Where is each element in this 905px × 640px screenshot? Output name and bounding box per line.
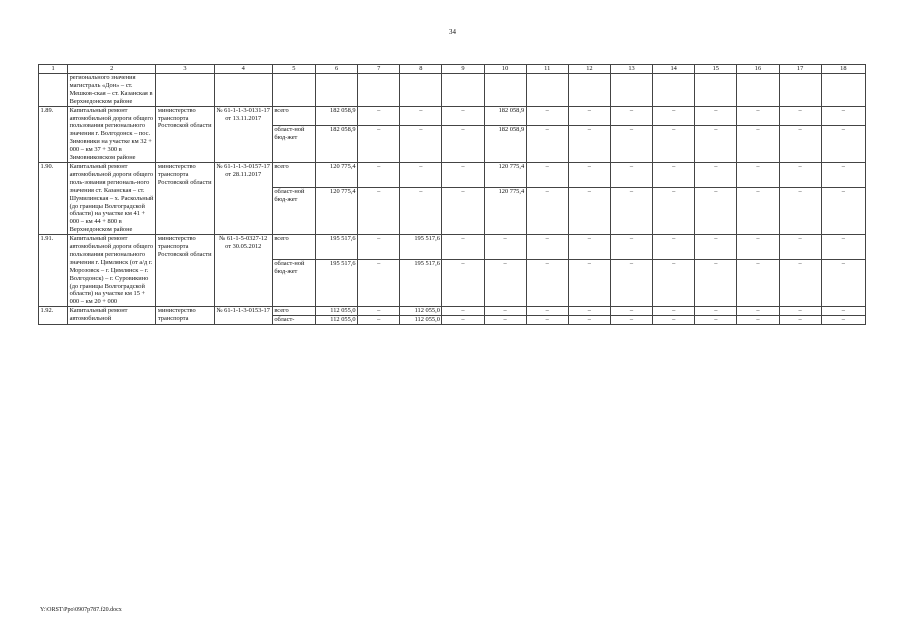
amount-cell: – <box>779 235 821 260</box>
amount-cell: 182 058,9 <box>315 106 357 126</box>
amount-cell: – <box>526 126 568 163</box>
expertise-document: № 61-1-1-3-0157-17 от 28.11.2017 <box>214 162 272 234</box>
empty-cell <box>315 74 357 107</box>
empty-cell <box>653 74 695 107</box>
amount-cell: – <box>737 162 779 187</box>
amount-cell: – <box>400 162 442 187</box>
amount-cell: – <box>442 316 484 325</box>
empty-cell <box>358 74 400 107</box>
amount-cell: – <box>653 316 695 325</box>
table-row <box>39 162 866 187</box>
responsible-organization: министерство транспорта <box>156 307 214 325</box>
amount-cell: – <box>442 260 484 307</box>
amount-cell: – <box>695 307 737 316</box>
column-number: 13 <box>610 65 652 74</box>
amount-cell: – <box>484 235 526 260</box>
amount-cell: – <box>653 307 695 316</box>
column-number-row <box>39 65 866 74</box>
project-name: Капитальный ремонт автомобильной дороги общего пользования регионального значения г. Волгодонск – пос. Зимовники на участке км 32 + 000 – км 37 + 300 в Зимовниковском районе <box>68 106 156 162</box>
amount-cell: – <box>568 307 610 316</box>
amount-cell: – <box>400 126 442 163</box>
amount-cell: – <box>568 162 610 187</box>
funding-source-label: всего <box>272 307 315 316</box>
amount-cell: – <box>821 126 865 163</box>
amount-cell: – <box>653 187 695 234</box>
amount-cell: – <box>737 260 779 307</box>
amount-cell: – <box>484 307 526 316</box>
column-number: 5 <box>272 65 315 74</box>
table-body <box>39 74 866 325</box>
empty-cell <box>272 74 315 107</box>
amount-cell: – <box>610 187 652 234</box>
column-number: 7 <box>358 65 400 74</box>
continuation-row <box>39 74 866 107</box>
expertise-document: № 61-1-5-0327-12 от 30.05.2012 <box>214 235 272 307</box>
amount-cell: 195 517,6 <box>400 260 442 307</box>
amount-cell: 112 055,0 <box>400 307 442 316</box>
amount-cell: 120 775,4 <box>315 187 357 234</box>
expertise-document: № 61-1-1-3-0153-17 <box>214 307 272 325</box>
column-number: 6 <box>315 65 357 74</box>
empty-cell <box>484 74 526 107</box>
amount-cell: – <box>358 187 400 234</box>
amount-cell: 112 055,0 <box>315 316 357 325</box>
amount-cell: – <box>737 235 779 260</box>
page-number: 34 <box>449 28 456 36</box>
amount-cell: – <box>653 235 695 260</box>
amount-cell: – <box>695 316 737 325</box>
amount-cell: – <box>695 187 737 234</box>
amount-cell: – <box>400 106 442 126</box>
program-table-wrap <box>38 64 866 606</box>
column-number: 4 <box>214 65 272 74</box>
responsible-organization: министерство транспорта Ростовской области <box>156 106 214 162</box>
amount-cell: – <box>526 316 568 325</box>
responsible-organization: министерство транспорта Ростовской области <box>156 235 214 307</box>
amount-cell: – <box>610 235 652 260</box>
amount-cell: – <box>526 260 568 307</box>
funding-source-label: област- <box>272 316 315 325</box>
amount-cell: – <box>779 162 821 187</box>
amount-cell: – <box>779 187 821 234</box>
funding-source-label: област-ной бюд-жет <box>272 126 315 163</box>
amount-cell: – <box>695 260 737 307</box>
amount-cell: 182 058,9 <box>484 126 526 163</box>
column-number: 10 <box>484 65 526 74</box>
empty-cell <box>779 74 821 107</box>
amount-cell: – <box>610 316 652 325</box>
amount-cell: – <box>568 126 610 163</box>
column-number: 16 <box>737 65 779 74</box>
column-number: 2 <box>68 65 156 74</box>
row-number: 1.90. <box>39 162 68 234</box>
funding-source-label: всего <box>272 235 315 260</box>
amount-cell: – <box>695 106 737 126</box>
amount-cell: – <box>442 187 484 234</box>
column-number: 3 <box>156 65 214 74</box>
amount-cell: – <box>442 235 484 260</box>
amount-cell: – <box>737 106 779 126</box>
amount-cell: – <box>610 307 652 316</box>
amount-cell: – <box>779 307 821 316</box>
empty-cell <box>442 74 484 107</box>
amount-cell: – <box>484 260 526 307</box>
row-number: 1.92. <box>39 307 68 325</box>
amount-cell: – <box>442 106 484 126</box>
project-name: Капитальный ремонт автомобильной <box>68 307 156 325</box>
amount-cell: – <box>653 106 695 126</box>
empty-cell <box>214 74 272 107</box>
amount-cell: – <box>695 235 737 260</box>
empty-cell <box>568 74 610 107</box>
empty-cell <box>400 74 442 107</box>
empty-cell <box>526 74 568 107</box>
amount-cell: – <box>821 307 865 316</box>
amount-cell: – <box>568 187 610 234</box>
amount-cell: – <box>526 307 568 316</box>
amount-cell: – <box>442 162 484 187</box>
program-table <box>38 64 866 325</box>
amount-cell: – <box>358 235 400 260</box>
amount-cell: 120 775,4 <box>315 162 357 187</box>
amount-cell: – <box>568 316 610 325</box>
amount-cell: – <box>358 162 400 187</box>
amount-cell: – <box>526 187 568 234</box>
amount-cell: – <box>400 187 442 234</box>
amount-cell: – <box>358 307 400 316</box>
amount-cell: – <box>610 162 652 187</box>
table-row <box>39 106 866 126</box>
amount-cell: – <box>737 187 779 234</box>
column-number: 18 <box>821 65 865 74</box>
amount-cell: – <box>358 126 400 163</box>
amount-cell: – <box>779 260 821 307</box>
column-number: 8 <box>400 65 442 74</box>
project-name: Капитальный ремонт автомобильной дороги общего пользования регионального значения г. Цимлянск (от а/д г. Морозовск – г. Цимлянск – г. Волгодонск) – г. Суровикино (до границы Волгоградской области) на участке км 15 + 000 – км 20 + 000 <box>68 235 156 307</box>
amount-cell: – <box>821 316 865 325</box>
amount-cell: – <box>779 106 821 126</box>
amount-cell: – <box>821 106 865 126</box>
amount-cell: – <box>610 126 652 163</box>
amount-cell: – <box>484 316 526 325</box>
amount-cell: – <box>737 316 779 325</box>
responsible-organization: министерство транспорта Ростовской области <box>156 162 214 234</box>
amount-cell: 120 775,4 <box>484 162 526 187</box>
expertise-document: № 61-1-1-3-0131-17 от 13.11.2017 <box>214 106 272 162</box>
amount-cell: – <box>695 126 737 163</box>
amount-cell: – <box>653 260 695 307</box>
amount-cell: 182 058,9 <box>315 126 357 163</box>
column-number: 9 <box>442 65 484 74</box>
column-number: 15 <box>695 65 737 74</box>
amount-cell: – <box>526 106 568 126</box>
row-number: 1.91. <box>39 235 68 307</box>
amount-cell: – <box>737 307 779 316</box>
column-number: 14 <box>653 65 695 74</box>
funding-source-label: област-ной бюд-жет <box>272 187 315 234</box>
column-number: 1 <box>39 65 68 74</box>
amount-cell: – <box>695 162 737 187</box>
row-number: 1.89. <box>39 106 68 162</box>
empty-cell <box>610 74 652 107</box>
empty-cell <box>695 74 737 107</box>
amount-cell: – <box>358 106 400 126</box>
amount-cell: 182 058,9 <box>484 106 526 126</box>
funding-source-label: всего <box>272 162 315 187</box>
amount-cell: – <box>358 260 400 307</box>
amount-cell: 195 517,6 <box>315 235 357 260</box>
table-row <box>39 235 866 260</box>
amount-cell: – <box>526 235 568 260</box>
amount-cell: – <box>821 260 865 307</box>
amount-cell: 120 775,4 <box>484 187 526 234</box>
project-name: Капитальный ремонт автомобильной дороги общего поль-зования региональ-ного значения ст. Казанская – ст. Шумилинская – х. Раскольный (до границы Волгоградской области) на участке км 41 + 000 – км 44 + 800 в Верхнедонском районе <box>68 162 156 234</box>
amount-cell: – <box>568 106 610 126</box>
empty-cell <box>156 74 214 107</box>
amount-cell: 112 055,0 <box>315 307 357 316</box>
amount-cell: – <box>653 126 695 163</box>
amount-cell: – <box>568 235 610 260</box>
funding-source-label: област-ной бюд-жет <box>272 260 315 307</box>
table-row <box>39 307 866 316</box>
column-number: 11 <box>526 65 568 74</box>
amount-cell: – <box>821 162 865 187</box>
empty-cell <box>39 74 68 107</box>
file-path-footer: Y:\ORST\Ppo\0907p787.f20.docx <box>40 607 122 613</box>
amount-cell: – <box>526 162 568 187</box>
amount-cell: – <box>568 260 610 307</box>
funding-source-label: всего <box>272 106 315 126</box>
column-number: 12 <box>568 65 610 74</box>
amount-cell: – <box>610 260 652 307</box>
amount-cell: 195 517,6 <box>315 260 357 307</box>
amount-cell: – <box>821 235 865 260</box>
empty-cell <box>737 74 779 107</box>
amount-cell: – <box>358 316 400 325</box>
amount-cell: – <box>442 126 484 163</box>
empty-cell <box>821 74 865 107</box>
column-number: 17 <box>779 65 821 74</box>
amount-cell: – <box>610 106 652 126</box>
amount-cell: 112 055,0 <box>400 316 442 325</box>
amount-cell: – <box>737 126 779 163</box>
amount-cell: – <box>821 187 865 234</box>
project-name: регионального значения магистраль «Дон» – ст. Мешков-ская – ст. Казанская в Верхнедонском районе <box>68 74 156 107</box>
amount-cell: – <box>442 307 484 316</box>
amount-cell: – <box>779 316 821 325</box>
amount-cell: – <box>653 162 695 187</box>
amount-cell: 195 517,6 <box>400 235 442 260</box>
amount-cell: – <box>779 126 821 163</box>
